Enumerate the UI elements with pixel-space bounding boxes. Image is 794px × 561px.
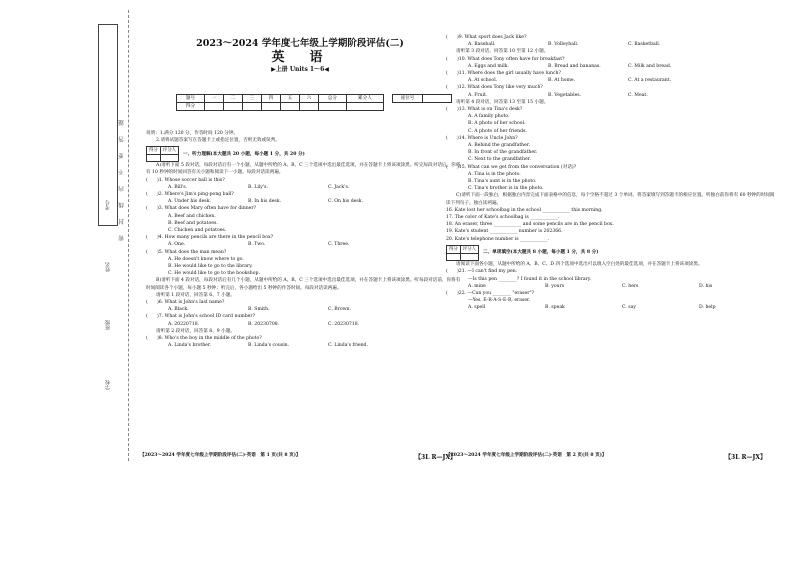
paper-code: 【3L R—JX】	[415, 454, 456, 461]
listening-part-a: A)请听下面 5 段对话，每段对话后有一个小题，从题中所给的 A、B、C 三个选项中选出最佳选项，并在答题卡上将该项涂黑。听完每段对话后，你将有 10 秒钟的时间回答有关小题和阅读下一小题。每段对话读两遍。	[146, 163, 461, 176]
instruction-1: 说明：1.满分 120 分，作答时间 120 分钟。	[146, 131, 239, 136]
question-13: ( )13. What is on Tina's desk? A. A family photo. B. A photo of her school. C. A photo of her friends.	[446, 107, 527, 134]
part-b-note-1: 请听第 1 段对话，回答第 6、7 小题。	[156, 292, 235, 298]
question-8: ( )8. Who's the boy in the middle of the photo? A. Linda's brother. B. Linda's cousin. C. Linda's friend.	[146, 336, 368, 349]
question-9: ( )9. What sport does Jack like? A. Baseball. B. Volleyball. C. Basketball.	[446, 35, 661, 48]
name-field-label: 姓名	[105, 262, 111, 272]
binding-margin	[0, 0, 125, 561]
listening-part-c: C)请听下面一段独白，根据独白内容完成下面表格中的信息，每个空格不超过 3 个单词。将答案填写到答题卡的相应位置。听独白前你将有 60 秒钟的时间阅读下列句子。独白读两遍。	[446, 193, 775, 206]
footer-page-2: 【2023～2024 学年度七年级上学期阶段评估(二)·英语 第 2 页(共 8 页)】 【3L R—JX】	[446, 453, 766, 461]
grader-box-2: 得分 评分人	[446, 245, 479, 261]
fill-blank-16[interactable]: 16. Kate lost her schoolbag in the school ____________ this morning.	[446, 207, 603, 213]
section-2-title: 二、单项填空(本大题共 8 小题，每小题 1 分，共 8 分)	[482, 250, 599, 256]
question-10: ( )10. What does Tony often have for breakfast? A. Eggs and milk. B. Bread and bananas. C. Milk and bread.	[446, 56, 672, 69]
school-field-label: 学校	[105, 380, 111, 390]
seal-line-text: 密 封 线 内 不 要 答 题	[119, 120, 125, 241]
question-14: ( )14. Where is Uncle John? A. Behind the grandfather. B. In front of the grandfather. C. Next to the grandfather.	[446, 135, 538, 163]
question-7: ( )7. What is John's school ID card number? A. 20220718. B. 20230708. C. 20230718.	[146, 314, 360, 327]
fill-blank-19[interactable]: 19. Kate's student ____________ number is 202366.	[446, 229, 563, 235]
question-5: ( )5. What does the man mean? A. He doesn't know where to go. B. He would like to go to the library. C. He would like to go to the bookshop.	[146, 249, 260, 277]
listening-part-b: B)请听下面 4 段对话，每段对话后有几个小题，从题中所给的 A、B、C 三个选项中选出最佳选项，并在答题卡上将该项涂黑。听每段对话前，你将有时间阅读各个小题，每小题 5 秒钟；听完后，各小题给出 5 秒钟的作答时间。每段对话读两遍。	[146, 278, 461, 291]
instruction-2: 2.请将试题答案写在答题卡上或指定位置，否则无效或误判。	[156, 138, 280, 143]
grader-box: 得分 评分人	[146, 146, 179, 162]
question-1: ( )1. Whose soccer ball is this? A. Bill's. B. Lily's. C. Jack's.	[146, 177, 350, 190]
question-3: ( )3. What does Mary often have for dinner? A. Beef and chicken. B. Beef and potatoes. C. Chicken and potatoes.	[146, 206, 257, 234]
exam-scope: ▶上册 Units 1～6◀	[271, 66, 329, 73]
part-b-note-3: 请听第 3 段对话，回答第 10 至第 12 小题。	[456, 49, 549, 55]
part-b-note-4: 请听第 4 段对话，回答第 13 至第 15 小题。	[456, 99, 549, 105]
listening-section-head	[146, 146, 464, 162]
paper-code-2: 【3L R—JX】	[725, 454, 766, 461]
part-b-note-2: 请听第 2 段对话，回答第 8、9 小题。	[156, 328, 235, 334]
subject-title: 英 语	[271, 50, 329, 65]
exam-sheet	[100, 12, 775, 461]
question-6: ( )6. What is John's last name? A. Black. B. Smith. C. Brown.	[146, 300, 351, 313]
question-12: ( )12. What does Tony like very much? A. Fruit. B. Vegetables. C. Meat.	[446, 85, 648, 98]
exam-title: 2023～2024 学年度七年级上学期阶段评估(二)	[196, 38, 404, 49]
question-2: ( )2. Where's Jim's ping-pong ball? A. Under his desk. B. In his desk. C. On his desk.	[146, 192, 363, 205]
fill-blank-20[interactable]: 20. Kate's telephone number is ____________.	[446, 236, 550, 242]
question-4: ( )4. How many pencils are there in the pencil box? A. One. B. Two. C. Three.	[146, 235, 350, 248]
exam-no-field-label: 考号	[105, 200, 111, 210]
question-11: ( )11. Where does the girl usually have lunch? A. At school. B. At home. C. At a restaurant.	[446, 71, 672, 84]
fill-blank-17[interactable]: 17. The color of Kate's schoolbag is ____________.	[446, 215, 560, 221]
section-2-intro: 请阅读下面各小题，从题中所给的 A、B、C、D 四个选项中选出可以填入空白处的最佳选项，并在答题卡上将该项涂黑。	[456, 262, 703, 268]
section-2-head	[446, 245, 776, 261]
fill-blank-18[interactable]: 18. An eraser, three ____________ and some pencils are in the pencil box.	[446, 222, 614, 228]
listening-title: 一、听力理解(本大题共 20 小题，每小题 1 分，共 20 分)	[182, 151, 305, 157]
question-22: ( )22. —Can you ________ "eraser"? —Yes. E-R-A-S-E-R, eraser. A. spell B. speak C. say D. help	[446, 290, 716, 311]
score-table: 题号 一 二 三 四 五 六 总分 累分人 得分	[176, 94, 384, 111]
question-21: ( )21. —I can't find my pen. —Is this pen ________? I found it in the school library. A. mine B. yours C. hers D. his	[446, 269, 713, 289]
class-field-label: 班级	[105, 320, 111, 330]
question-15: ( )15. What can we get from the conversation (对话)? A. Tina is in the photo. B. Tina's aunt is in the photo. C. Tina's brother is in the photo.	[446, 164, 577, 192]
footer-page-1: 【2023～2024 学年度七年级上学期阶段评估(二)·英语 第 1 页(共 8 页)】 【3L R—JX】	[140, 453, 456, 461]
seat-table: 座位号	[392, 94, 452, 103]
page-1	[136, 12, 464, 349]
